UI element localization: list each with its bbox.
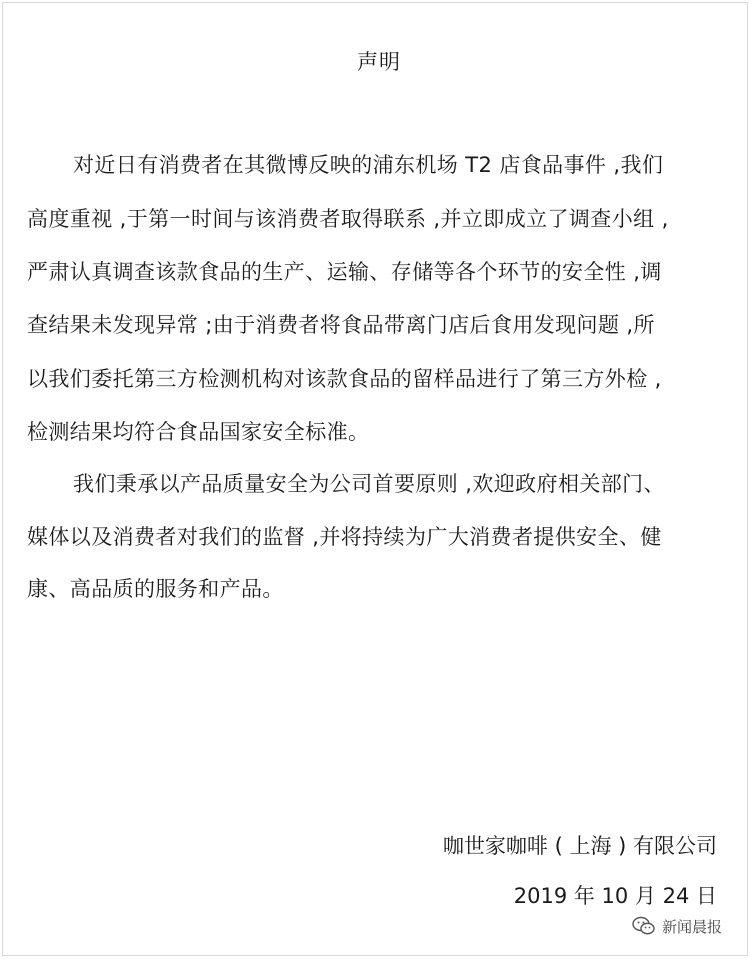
signature-date: 2019 年 10 月 24 日	[513, 884, 717, 908]
paragraph-1-line: 高度重视 ,于第一时间与该消费者取得联系 ,并立即成立了调查小组 ,	[27, 207, 669, 231]
watermark-text: 新闻晨报	[661, 917, 722, 936]
paragraph-1-line: 检测结果均符合食品国家安全标准。	[27, 420, 370, 444]
paragraph-1-line: 对近日有消费者在其微博反映的浦东机场 T2 店食品事件 ,我们	[73, 153, 664, 177]
document-title: 声明	[357, 50, 401, 74]
paragraph-2-line: 媒体以及消费者对我们的监督 ,并将持续为广大消费者提供安全、健	[27, 525, 662, 549]
paragraph-2-line: 康、高品质的服务和产品。	[27, 577, 284, 601]
paragraph-2-line: 我们秉承以产品质量安全为公司首要原则 ,欢迎政府相关部门、	[73, 472, 665, 496]
wechat-icon	[632, 916, 656, 936]
watermark	[632, 913, 722, 939]
signature-company: 咖世家咖啡 ( 上海 ) 有限公司	[442, 834, 717, 858]
document-page	[2, 2, 748, 956]
paragraph-1-line: 查结果未发现异常 ;由于消费者将食品带离门店后食用发现问题 ,所	[27, 313, 655, 337]
paragraph-1-line: 严肃认真调查该款食品的生产、运输、存储等各个环节的安全性 ,调	[27, 260, 662, 284]
paragraph-1-line: 以我们委托第三方检测机构对该款食品的留样品进行了第三方外检 ,	[27, 367, 662, 391]
